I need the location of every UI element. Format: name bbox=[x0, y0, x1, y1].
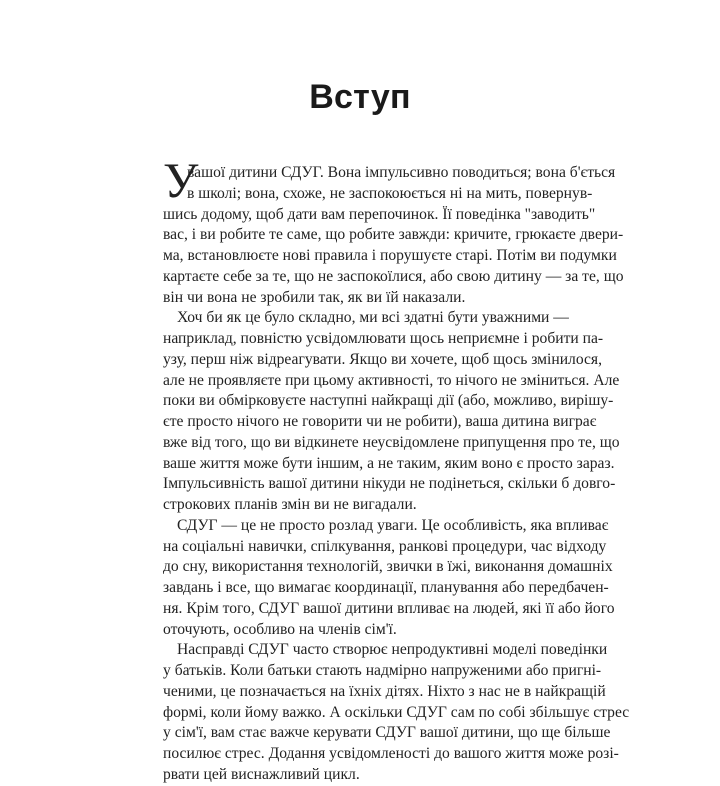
text-line: узу, перш ніж відреагувати. Якщо ви хочете, щоб щось змінилося, bbox=[163, 350, 602, 368]
text-line: поки ви обмірковуєте наступні найкращі дії (або, можливо, вирішу- bbox=[163, 392, 614, 410]
text-line: на соціальні навички, спілкування, ранкові процедури, час відходу bbox=[163, 537, 607, 555]
drop-cap: У bbox=[163, 152, 199, 208]
text-line: ня. Крім того, СДУГ вашої дитини впливає на людей, які її або його bbox=[163, 599, 615, 617]
text-line: строкових планів змін ви не вигадали. bbox=[163, 496, 417, 513]
text-line: шись додому, щоб дати вам перепочинок. Її поведінка "заводить" bbox=[163, 205, 596, 223]
text-line: Насправді СДУГ часто створює непродуктивні моделі поведінки bbox=[177, 641, 608, 659]
text-line: вже від того, що ви відкинете неусвідомлене припущення про те, що bbox=[163, 433, 620, 451]
chapter-title: Вступ bbox=[309, 78, 411, 116]
chapter-body bbox=[163, 160, 630, 786]
text-line: вашої дитини СДУГ. Вона імпульсивно поводиться; вона б'ється bbox=[187, 164, 616, 181]
text-line: оточують, особливо на членів сім'ї. bbox=[163, 620, 397, 638]
text-line: формі, коли йому важко. А оскільки СДУГ сам по собі збільшує стрес bbox=[163, 703, 630, 721]
text-line: у сім'ї, вам стає важче керувати СДУГ вашої дитини, що ще більше bbox=[163, 724, 611, 742]
text-line: ченими, це позначається на їхніх дітях. Ніхто з нас не в найкращій bbox=[163, 682, 606, 700]
text-line: СДУГ — це не просто розлад уваги. Це особливість, яка впливає bbox=[177, 516, 609, 534]
text-line: але не проявляєте при цьому активності, то нічого не зміниться. Але bbox=[163, 371, 620, 389]
text-line: Імпульсивність вашої дитини нікуди не подінеться, скільки б довго- bbox=[163, 475, 616, 493]
text-line: посилює стрес. Додання усвідомленості до вашого життя може розі- bbox=[163, 745, 619, 762]
text-line: до сну, використання технологій, звички в їжі, виконання домашніх bbox=[163, 558, 613, 576]
paragraph-1 bbox=[163, 163, 624, 308]
text-line: картаєте себе за те, що не заспокоїлися, або свою дитину — за те, що bbox=[163, 267, 624, 285]
paragraph-2 bbox=[163, 308, 620, 516]
text-line: він чи вона не зробили так, як ви їй наказали. bbox=[163, 288, 466, 306]
text-line: ваше життя може бути іншим, а не таким, яким воно є просто зараз. bbox=[163, 454, 615, 472]
text-line: завдань і все, що вимагає координації, планування або передбачен- bbox=[163, 579, 609, 596]
text-line: рвати цей виснажливий цикл. bbox=[163, 765, 360, 783]
text-line: вас, і ви робите те саме, що робите завжди: кричите, грюкаєте двери- bbox=[163, 226, 624, 244]
text-line: ма, встановлюєте нові правила і порушуєте старі. Потім ви подумки bbox=[163, 247, 617, 264]
text-line: наприклад, повністю усвідомлювати щось неприємне і робити па- bbox=[163, 330, 604, 347]
text-line: в школі; вона, схоже, не заспокоюється ні на мить, повернув- bbox=[187, 184, 593, 202]
paragraph-3 bbox=[163, 516, 615, 641]
text-line: Хоч би як це було складно, ми всі здатні бути уважними — bbox=[177, 309, 569, 327]
text-line: у батьків. Коли батьки стають надмірно напруженими або пригні- bbox=[163, 662, 602, 679]
paragraph-4 bbox=[163, 640, 630, 785]
text-line: єте просто нічого не говорити чи не робити), ваша дитина виграє bbox=[163, 413, 597, 430]
